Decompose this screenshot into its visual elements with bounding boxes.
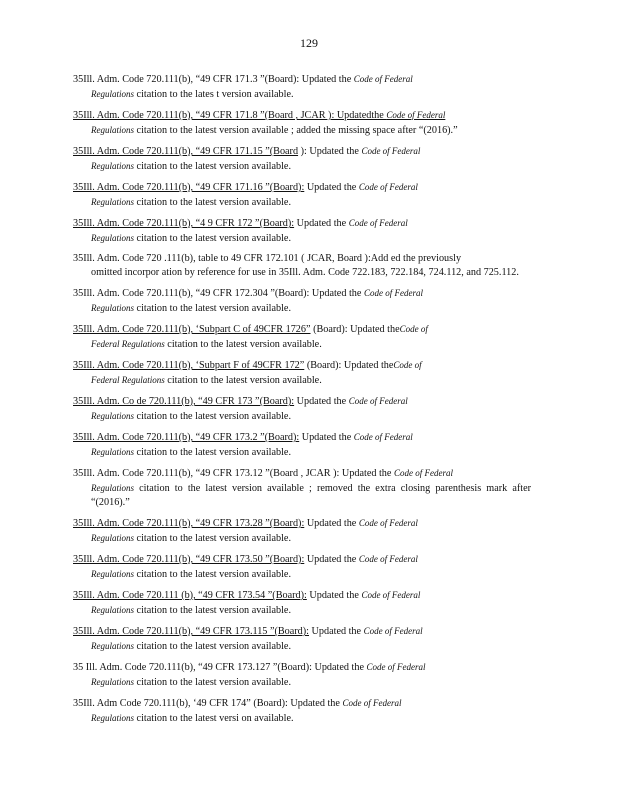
- italic-citation-text: Regulations: [91, 605, 134, 615]
- entry-continuation: [73, 639, 531, 654]
- entry-first-line: [73, 696, 531, 711]
- entry-first-line: [73, 394, 531, 409]
- entry-text: citation to the latest version available.: [134, 233, 292, 244]
- entry-text: citation to the latest version available ; removed the extra closing parenthesis mark after “(2016).”: [91, 483, 531, 508]
- italic-citation-text: Regulations: [91, 197, 134, 207]
- amendment-entry: [73, 108, 531, 138]
- italic-citation-text: Code of Federal: [363, 626, 423, 636]
- entry-continuation: [73, 195, 531, 210]
- entry-text: 35Ill. Adm. Code 720.111(b), “49 CFR 173.28 ”(Board):: [73, 518, 305, 529]
- italic-citation-text: Code of: [399, 324, 428, 334]
- entry-text: Updated the: [306, 590, 362, 601]
- entry-continuation: [73, 123, 531, 138]
- entry-first-line: [73, 466, 531, 481]
- entry-first-line: [73, 108, 531, 123]
- italic-citation-text: Regulations: [91, 161, 134, 171]
- italic-citation-text: Federal Regulations: [91, 339, 165, 349]
- entry-text: 35Ill. Adm. Code 720.111 (b), “49 CFR 173.54 ”(Board):: [73, 590, 307, 601]
- italic-citation-text: Code of: [393, 360, 422, 370]
- entry-first-line: [73, 588, 531, 603]
- entry-first-line: [73, 430, 531, 445]
- entry-text: citation to the latest version available ; added the missing space after “(2016).”: [134, 125, 458, 136]
- italic-citation-text: Regulations: [91, 303, 134, 313]
- entry-continuation: [73, 373, 531, 388]
- entry-text: citation to the latest version available.: [134, 641, 292, 652]
- entry-continuation: [73, 445, 531, 460]
- entry-text: citation to the latest version available.: [134, 411, 292, 422]
- entry-text: Updated the: [294, 396, 349, 407]
- entry-text: omitted incorpor ation by reference for use in 35Ill. Adm. Code 722.183, 722.184, 724.112, and 725.112.: [91, 267, 519, 278]
- amendment-entry: [73, 72, 531, 102]
- italic-citation-text: Regulations: [91, 89, 134, 99]
- entry-text: 35Ill. Adm. Code 720.111(b), “49 CFR 173.50 ”(Board):: [73, 554, 305, 565]
- italic-citation-text: Code of Federal: [363, 288, 423, 298]
- entry-first-line: [73, 144, 531, 159]
- entry-text: 35Ill. Adm. Code 720.111(b), “49 CFR 172.304 ”(Board): Updated the: [73, 288, 364, 299]
- entry-first-line: [73, 322, 531, 337]
- amendment-entry: [73, 552, 531, 582]
- italic-citation-text: Regulations: [91, 233, 134, 243]
- entry-first-line: [73, 358, 531, 373]
- amendment-entry: [73, 588, 531, 618]
- italic-citation-text: Code of Federal: [361, 590, 421, 600]
- entry-continuation: [73, 409, 531, 424]
- italic-citation-text: Regulations: [91, 483, 134, 493]
- entry-continuation: [73, 603, 531, 618]
- amendment-entry: [73, 286, 531, 316]
- entry-text: citation to the latest version available.: [134, 161, 292, 172]
- entry-text: 35Ill. Adm. Code 720.111(b), “49 CFR 171.8 ”(Board , JCAR ): Updatedthe: [73, 110, 387, 121]
- entry-first-line: [73, 180, 531, 195]
- entry-text: citation to the latest version available.: [134, 677, 292, 688]
- entry-text: 35Ill. Adm. Code 720.111(b), “49 CFR 171.3 ”(Board): Updated the: [73, 74, 354, 85]
- entry-first-line: [73, 72, 531, 87]
- amendment-entry: [73, 394, 531, 424]
- italic-citation-text: Regulations: [91, 713, 134, 723]
- entry-continuation: [73, 231, 531, 246]
- entry-text: 35Ill. Adm. Code 720.111(b), “49 CFR 171.15 ”(Board: [73, 146, 299, 157]
- entry-text: citation to the latest version available.: [164, 375, 322, 386]
- italic-citation-text: Code of Federal: [361, 146, 421, 156]
- entry-text: 35Ill. Adm. Code 720.111(b), ‘Subpart C of 49CFR 1726”: [73, 324, 311, 335]
- entry-text: Updated the: [304, 182, 359, 193]
- italic-citation-text: Code of Federal: [348, 396, 408, 406]
- italic-citation-text: Regulations: [91, 411, 134, 421]
- amendment-entry: [73, 322, 531, 352]
- entry-continuation: [73, 301, 531, 316]
- entry-text: citation to the latest versi on available.: [134, 713, 294, 724]
- entry-first-line: [73, 252, 531, 266]
- entry-first-line: [73, 660, 531, 675]
- italic-citation-text: Regulations: [91, 641, 134, 651]
- entry-continuation: [73, 337, 531, 352]
- italic-citation-text: Regulations: [91, 125, 134, 135]
- entry-text: Updated the: [299, 432, 354, 443]
- entry-text: (Board): Updated the: [310, 324, 400, 335]
- entry-continuation: [73, 266, 531, 280]
- italic-citation-text: Code of Federal: [358, 182, 418, 192]
- italic-citation-text: Code of Federal: [393, 468, 453, 478]
- entry-text: citation to the latest version available.: [134, 197, 292, 208]
- entry-text: citation to the latest version available.: [134, 605, 292, 616]
- entry-text: 35Ill. Adm. Code 720.111(b), “49 CFR 171.16 ”(Board):: [73, 182, 305, 193]
- italic-citation-text: Regulations: [91, 569, 134, 579]
- entry-first-line: [73, 286, 531, 301]
- amendment-entry: [73, 252, 531, 280]
- entry-first-line: [73, 552, 531, 567]
- entry-text: 35 Ill. Adm. Code 720.111(b), “49 CFR 173.127 ”(Board): Updated the: [73, 662, 367, 673]
- italic-citation-text: Federal Regulations: [91, 375, 165, 385]
- amendment-entry: [73, 144, 531, 174]
- entry-first-line: [73, 624, 531, 639]
- italic-citation-text: Code of Federal: [342, 698, 402, 708]
- italic-citation-text: Code of Federal: [358, 518, 418, 528]
- amendment-entry: [73, 660, 531, 690]
- italic-citation-text: Code of Federal: [366, 662, 426, 672]
- italic-citation-text: Regulations: [91, 447, 134, 457]
- entry-text: 35Ill. Adm. Code 720.111(b), “49 CFR 173.12 ”(Board , JCAR ): Updated the: [73, 468, 394, 479]
- italic-citation-text: Code of Federal: [358, 554, 418, 564]
- amendment-entry: [73, 624, 531, 654]
- entry-text: Updated the: [294, 218, 349, 229]
- entry-text: citation to the latest version available.: [134, 303, 292, 314]
- amendment-entry: [73, 358, 531, 388]
- entry-continuation: [73, 675, 531, 690]
- amendment-entry: [73, 696, 531, 726]
- entry-text: 35Ill. Adm. Co de 720.111(b), “49 CFR 173 ”(Board):: [73, 396, 295, 407]
- entry-text: citation to the latest version available.: [134, 447, 292, 458]
- entry-first-line: [73, 216, 531, 231]
- entry-continuation: [73, 87, 531, 102]
- page-number: 129: [300, 36, 318, 50]
- amendment-entry: [73, 430, 531, 460]
- entry-text: 35Ill. Adm. Code 720.111(b), “49 CFR 173.115 ”(Board):: [73, 626, 309, 637]
- amendment-entry: [73, 466, 531, 510]
- entry-text: 35Ill. Adm. Code 720 .111(b), table to 49 CFR 172.101 ( JCAR, Board ):Add ed the previously: [73, 253, 462, 264]
- entry-text: Updated the: [304, 518, 359, 529]
- entry-continuation: [73, 159, 531, 174]
- entry-text: 35Ill. Adm. Code 720.111(b), “4 9 CFR 172 ”(Board):: [73, 218, 295, 229]
- entry-continuation: [73, 531, 531, 546]
- entry-continuation: [73, 711, 531, 726]
- entry-continuation: [73, 567, 531, 582]
- entry-text: citation to the lates t version available.: [134, 89, 294, 100]
- italic-citation-text: Regulations: [91, 533, 134, 543]
- italic-citation-text: Code of Federal: [353, 432, 413, 442]
- entry-text: Updated the: [304, 554, 359, 565]
- italic-citation-text: Code of Federal: [386, 110, 446, 120]
- entry-text: (Board): Updated the: [304, 360, 394, 371]
- amendment-entry: [73, 516, 531, 546]
- entry-continuation: [73, 481, 531, 510]
- italic-citation-text: Regulations: [91, 677, 134, 687]
- entry-text: citation to the latest version available.: [164, 339, 322, 350]
- entry-text: Updated the: [309, 626, 364, 637]
- italic-citation-text: Code of Federal: [348, 218, 408, 228]
- entry-text: citation to the latest version available.: [134, 569, 292, 580]
- entry-first-line: [73, 516, 531, 531]
- entry-text: 35Ill. Adm Code 720.111(b), ‘49 CFR 174” (Board): Updated the: [73, 698, 343, 709]
- amendment-entry: [73, 216, 531, 246]
- entry-text: 35Ill. Adm. Code 720.111(b), “49 CFR 173.2 ”(Board):: [73, 432, 300, 443]
- italic-citation-text: Code of Federal: [353, 74, 413, 84]
- entry-text: ): Updated the: [298, 146, 362, 157]
- amendment-entry: [73, 180, 531, 210]
- amendment-entries: [73, 72, 531, 732]
- entry-text: 35Ill. Adm. Code 720.111(b), ‘Subpart F of 49CFR 172”: [73, 360, 305, 371]
- entry-text: citation to the latest version available.: [134, 533, 292, 544]
